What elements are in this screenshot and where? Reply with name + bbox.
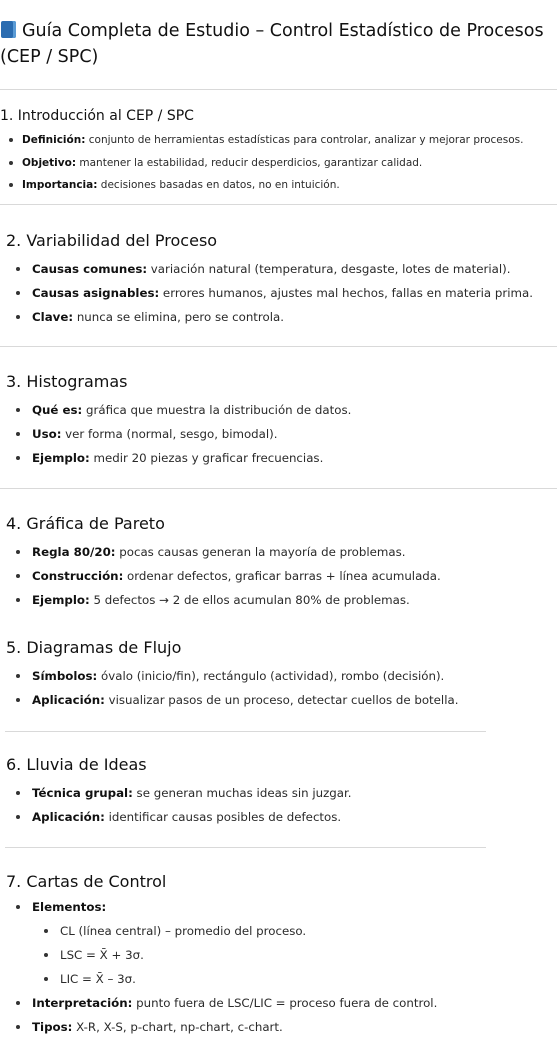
divider	[5, 731, 486, 732]
list-item: Aplicación: identificar causas posibles de defectos.	[0, 805, 557, 829]
list-item: Ejemplo: 5 defectos → 2 de ellos acumulan 80% de problemas.	[0, 588, 557, 612]
bullet-icon	[16, 315, 20, 319]
bullet-icon	[16, 550, 20, 554]
list-item: Ejemplo: medir 20 piezas y graficar frecuencias.	[0, 446, 557, 470]
bullet-icon	[9, 161, 13, 165]
bullet-icon	[16, 598, 20, 602]
divider	[0, 346, 557, 347]
bullet-icon	[16, 267, 20, 271]
section-heading: 5. Diagramas de Flujo	[6, 638, 182, 657]
section-brainstorming	[0, 754, 557, 829]
list-item: Uso: ver forma (normal, sesgo, bimodal).	[0, 422, 557, 446]
list-item: Causas comunes: variación natural (temperatura, desgaste, lotes de material).	[0, 257, 557, 281]
bullet-icon	[16, 291, 20, 295]
section-pareto	[0, 513, 557, 612]
bullet-icon	[16, 1001, 20, 1005]
bullet-icon	[44, 929, 48, 933]
section-heading: 6. Lluvia de Ideas	[6, 755, 147, 774]
section-heading: 4. Gráfica de Pareto	[6, 514, 165, 533]
bullet-icon	[16, 574, 20, 578]
divider	[0, 204, 557, 205]
bullet-icon	[16, 456, 20, 460]
page-title: Guía Completa de Estudio – Control Estadístico de Procesos (CEP / SPC)	[0, 21, 544, 67]
bullet-icon	[16, 791, 20, 795]
section-heading: 7. Cartas de Control	[6, 872, 167, 891]
bullet-icon	[9, 183, 13, 187]
list-item: Definición: conjunto de herramientas estadísticas para controlar, analizar y mejorar procesos.	[0, 129, 557, 152]
sub-list-item: LIC = X̄ – 3σ.	[0, 967, 557, 991]
bullet-icon	[9, 138, 13, 142]
sub-list-item: CL (línea central) – promedio del proceso.	[0, 919, 557, 943]
bullet-icon	[16, 905, 20, 909]
book-icon	[1, 21, 16, 38]
divider	[5, 847, 486, 848]
section-histograms	[0, 371, 557, 470]
list-item: Interpretación: punto fuera de LSC/LIC = proceso fuera de control.	[0, 991, 557, 1015]
list-item: Importancia: decisiones basadas en datos, no en intuición.	[0, 174, 557, 197]
list-item: Causas asignables: errores humanos, ajustes mal hechos, fallas en materia prima.	[0, 281, 557, 305]
list-item: Tipos: X-R, X-S, p-chart, np-chart, c-chart.	[0, 1015, 557, 1039]
bullet-icon	[16, 698, 20, 702]
section-control-charts	[0, 871, 557, 1039]
bullet-icon	[16, 674, 20, 678]
divider	[0, 488, 557, 489]
bullet-icon	[16, 432, 20, 436]
list-item: Símbolos: óvalo (inicio/fin), rectángulo (actividad), rombo (decisión).	[0, 664, 557, 688]
bullet-icon	[16, 815, 20, 819]
section-intro	[0, 107, 557, 197]
list-item: Técnica grupal: se generan muchas ideas sin juzgar.	[0, 781, 557, 805]
sub-list-item: LSC = X̄ + 3σ.	[0, 943, 557, 967]
section-flow-diagrams	[0, 637, 557, 712]
list-item: Construcción: ordenar defectos, graficar barras + línea acumulada.	[0, 564, 557, 588]
divider	[0, 89, 557, 90]
list-item: Objetivo: mantener la estabilidad, reducir desperdicios, garantizar calidad.	[0, 152, 557, 175]
list-item: Regla 80/20: pocas causas generan la mayoría de problemas.	[0, 540, 557, 564]
bullet-icon	[16, 408, 20, 412]
list-item: Qué es: gráfica que muestra la distribución de datos.	[0, 398, 557, 422]
section-heading: 2. Variabilidad del Proceso	[6, 231, 218, 250]
bullet-icon	[44, 977, 48, 981]
section-heading: 3. Histogramas	[6, 372, 128, 391]
list-item: Clave: nunca se elimina, pero se controla.	[0, 305, 557, 329]
list-item: Elementos:	[0, 895, 557, 919]
section-variability	[0, 230, 557, 329]
section-heading: 1. Introducción al CEP / SPC	[0, 108, 194, 124]
list-item: Aplicación: visualizar pasos de un proceso, detectar cuellos de botella.	[0, 688, 557, 712]
bullet-icon	[44, 953, 48, 957]
